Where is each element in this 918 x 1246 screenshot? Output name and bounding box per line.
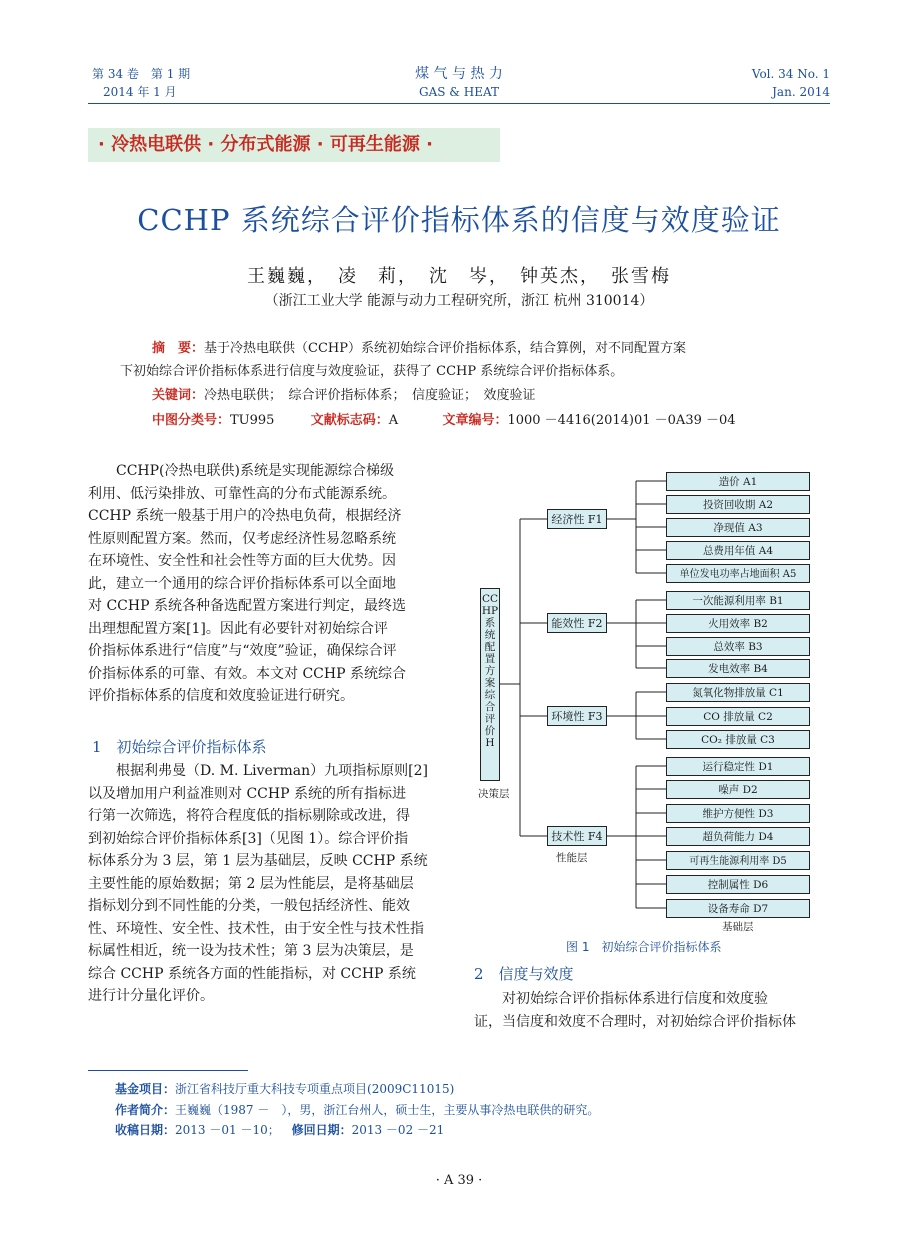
journal-name-en: GAS & HEAT [418,85,500,99]
journal-volume-en: Vol. 34 No. 1 [751,67,830,81]
section-1-line: 行第一次筛选，将符合程度低的指标剔除或改进，得 [88,808,410,824]
section-1-heading: 1 初始综合评价指标体系 [92,738,267,756]
section-2-line: 证，当信度和效度不合理时，对初始综合评价指标体 [474,1013,796,1030]
indicator-b2: 火用效率 B2 [666,614,810,633]
indicator-c3: CO₂ 排放量 C3 [666,730,810,749]
abstract-text-2: 下初始综合评价指标体系进行信度与效度验证，获得了 CCHP 系统综合评价指标体系。 [120,364,624,379]
group-node-f2: 能效性 F2 [547,613,607,633]
revised-label: 修回日期： [291,1123,352,1137]
indicator-b1: 一次能源利用率 B1 [666,591,810,610]
indicator-d6: 控制属性 D6 [666,875,810,894]
intro-line: 价指标体系进行“信度”与“效度”验证，确保综合评 [88,643,397,659]
section-2-paragraph [474,988,832,1033]
section-1-line: 性、环境性、安全性、技术性，由于安全性与技术性指 [88,920,424,937]
base-layer-label: 基础层 [722,921,754,933]
intro-line: 对 CCHP 系统各种备选配置方案进行判定，最终选 [88,598,406,614]
article-number: 1000 －4416(2014)01 －0A39 －04 [507,413,736,428]
abstract-line-1 [152,338,686,360]
abstract-label: 摘 要： [152,341,205,356]
indicator-c2: CO 排放量 C2 [666,707,810,726]
figure-caption: 图 1 初始综合评价指标体系 [566,940,722,954]
article-number-label: 文章编号： [442,413,508,428]
page-number: · A 39 · [435,1173,483,1188]
section-1-line: 根据利弗曼（D. M. Liverman）九项指标原则[2] [116,763,428,779]
indicator-d7: 设备寿命 D7 [666,899,810,918]
journal-date-en: Jan. 2014 [772,85,830,99]
group-node-f4: 技术性 F4 [547,826,607,846]
intro-line: 出理想配置方案[1]。因此有必要针对初始综合评 [88,620,388,637]
section-1-line: 综合 CCHP 系统各方面的性能指标，对 CCHP 系统 [88,965,416,982]
fund-footnote [115,1080,454,1099]
dates-footnote [115,1121,444,1140]
performance-layer-label: 性能层 [556,852,588,864]
classification-line [152,410,736,432]
indicator-b4: 发电效率 B4 [666,659,810,678]
indicator-d5: 可再生能源利用率 D5 [666,851,810,870]
intro-line: 价指标体系的可靠、有效。本文对 CCHP 系统综合 [88,665,406,682]
header-rule [88,103,830,104]
group-node-f3: 环境性 F3 [547,706,607,726]
intro-paragraph [88,460,446,708]
section-1-line: 进行计分量化评价。 [88,988,214,1004]
revised-date: 2013 －02 －21 [351,1123,445,1137]
indicator-a1: 造价 A1 [666,472,810,491]
column-banner: · 冷热电联供 · 分布式能源 · 可再生能源 · [88,128,500,162]
author-label: 作者简介： [115,1103,176,1117]
indicator-b3: 总效率 B3 [666,637,810,656]
author-footnote [115,1101,599,1120]
section-1-line: 标属性相近，统一设为技术性；第 3 层为决策层，是 [88,943,414,959]
author-text: 王巍巍（1987 － ），男，浙江台州人，硕士生，主要从事冷热电联供的研究。 [175,1103,600,1117]
intro-line: CCHP(冷热电联供)系统是实现能源综合梯级 [116,463,394,479]
clc-code: TU995 [230,413,275,428]
affiliation: （浙江工业大学 能源与动力工程研究所，浙江 杭州 310014） [264,293,654,309]
indicator-d2: 噪声 D2 [666,780,810,799]
indicator-a5: 单位发电功率占地面积 A5 [666,564,810,583]
intro-line: 此，建立一个通用的综合评价指标体系可以全面地 [88,575,396,592]
section-2-heading: 2 信度与效度 [474,965,574,983]
indicator-a4: 总费用年值 A4 [666,541,810,560]
clc-label: 中图分类号： [152,413,231,428]
intro-line: CCHP 系统一般基于用户的冷热电负荷，根据经济 [88,508,402,524]
doc-code-label: 文献标志码： [310,413,389,428]
intro-line: 在环境性、安全性和社会性等方面的巨大优势。因 [88,553,396,569]
decision-layer-label: 决策层 [478,788,510,800]
indicator-d1: 运行稳定性 D1 [666,757,810,776]
root-node-cchp: CCHP系统配置方案综合评价H [480,588,500,781]
received-date: 2013 －01 －10； [175,1123,280,1137]
indicator-a2: 投资回收期 A2 [666,495,810,514]
journal-volume-cn: 第 34 卷 第 1 期 [92,67,191,81]
journal-date-cn: 2014 年 1 月 [103,85,177,99]
section-1-paragraph [88,760,446,1008]
intro-line: 性原则配置方案。然而，仅考虑经济性易忽略系统 [88,530,396,547]
keywords-line [152,385,536,407]
indicator-a3: 净现值 A3 [666,518,810,537]
fund-text: 浙江省科技厅重大科技专项重点项目(2009C11015) [175,1082,455,1096]
section-1-line: 指标划分到不同性能的分类，一般包括经济性、能效 [88,898,410,914]
authors: 王巍巍， 凌 莉， 沈 岑， 钟英杰， 张雪梅 [247,266,671,287]
article-title: CCHP 系统综合评价指标体系的信度与效度验证 [137,203,781,237]
doc-code: A [388,413,399,428]
intro-line: 评价指标体系的信度和效度验证进行研究。 [88,688,354,704]
abstract-text-1: 基于冷热电联供（CCHP）系统初始综合评价指标体系，结合算例，对不同配置方案 [204,341,686,356]
group-node-f1: 经济性 F1 [547,509,607,529]
indicator-d3: 维护方便性 D3 [666,804,810,823]
section-2-line: 对初始综合评价指标体系进行信度和效度验 [502,991,768,1007]
intro-line: 利用、低污染排放、可靠性高的分布式能源系统。 [88,485,396,502]
section-1-line: 标体系分为 3 层，第 1 层为基础层，反映 CCHP 系统 [88,853,428,869]
journal-name-cn: 煤 气 与 热 力 [415,66,503,82]
fund-label: 基金项目： [115,1082,176,1096]
received-label: 收稿日期： [115,1123,176,1137]
section-1-line: 到初始综合评价指标体系[3]（见图 1）。综合评价指 [88,830,409,847]
section-1-line: 以及增加用户利益准则对 CCHP 系统的所有指标进 [88,785,406,802]
section-1-line: 主要性能的原始数据；第 2 层为性能层，是将基础层 [88,875,414,892]
footnote-rule [88,1070,248,1071]
indicator-d4: 超负荷能力 D4 [666,827,810,846]
keywords-label: 关键词： [152,388,205,403]
indicator-c1: 氮氧化物排放量 C1 [666,683,810,702]
keywords: 冷热电联供； 综合评价指标体系； 信度验证； 效度验证 [204,388,536,403]
